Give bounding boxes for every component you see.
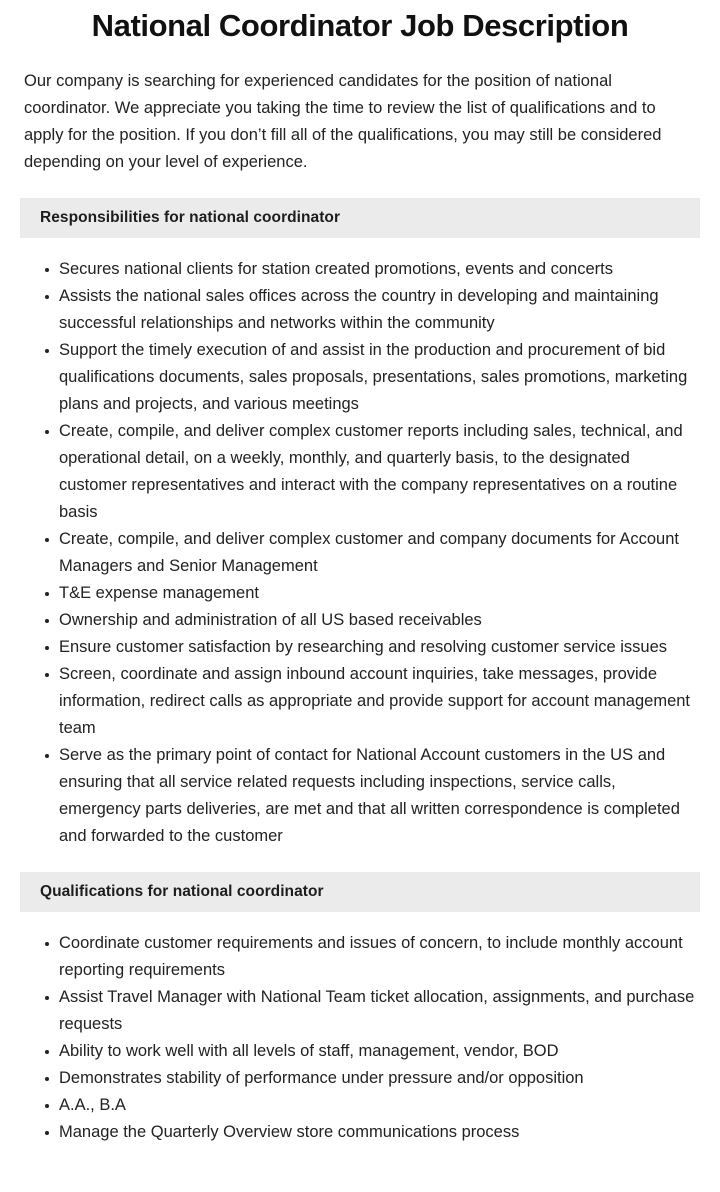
list-item: Serve as the primary point of contact for National Account customers in the US and ensuring that all service related requests including inspections, service calls, emergency parts deliveries, are met and that all written correspondence is completed and forwarded to the customer <box>24 742 696 850</box>
list-item: Coordinate customer requirements and issues of concern, to include monthly account reporting requirements <box>24 930 696 984</box>
list-item: Ownership and administration of all US based receivables <box>24 607 696 634</box>
responsibilities-list <box>0 238 720 850</box>
list-item: Demonstrates stability of performance under pressure and/or opposition <box>24 1065 696 1092</box>
section-title-responsibilities: Responsibilities for national coordinator <box>40 209 341 226</box>
section-header-responsibilities <box>20 198 700 238</box>
page-title: National Coordinator Job Description <box>91 8 629 43</box>
list-item: Support the timely execution of and assist in the production and procurement of bid qualifications documents, sales proposals, presentations, sales promotions, marketing plans and projects, and various meetings <box>24 337 696 418</box>
section-title-qualifications: Qualifications for national coordinator <box>40 883 324 900</box>
bottom-spacer <box>0 1146 720 1172</box>
section-header-qualifications <box>20 872 700 912</box>
list-item: Ensure customer satisfaction by researching and resolving customer service issues <box>24 634 696 661</box>
list-item: A.A., B.A <box>24 1092 696 1119</box>
list-item: Assist Travel Manager with National Team ticket allocation, assignments, and purchase requests <box>24 984 696 1038</box>
intro-paragraph: Our company is searching for experienced candidates for the position of national coordinator. We appreciate you taking the time to review the list of qualifications and to apply for the position. If you don’t fill all of the qualifications, you may still be considered depending on your level of experience. <box>24 72 662 171</box>
list-item: Assists the national sales offices across the country in developing and maintaining successful relationships and networks within the community <box>24 283 696 337</box>
qualifications-list <box>0 912 720 1146</box>
list-item: Create, compile, and deliver complex customer reports including sales, technical, and operational detail, on a weekly, monthly, and quarterly basis, to the designated customer representatives and interact with the company representatives on a routine basis <box>24 418 696 526</box>
list-item: Ability to work well with all levels of staff, management, vendor, BOD <box>24 1038 696 1065</box>
list-item: Secures national clients for station created promotions, events and concerts <box>24 256 696 283</box>
list-item: Manage the Quarterly Overview store communications process <box>24 1119 696 1146</box>
list-item: Screen, coordinate and assign inbound account inquiries, take messages, provide information, redirect calls as appropriate and provide support for account management team <box>24 661 696 742</box>
list-item: T&E expense management <box>24 580 696 607</box>
list-item: Create, compile, and deliver complex customer and company documents for Account Managers and Senior Management <box>24 526 696 580</box>
